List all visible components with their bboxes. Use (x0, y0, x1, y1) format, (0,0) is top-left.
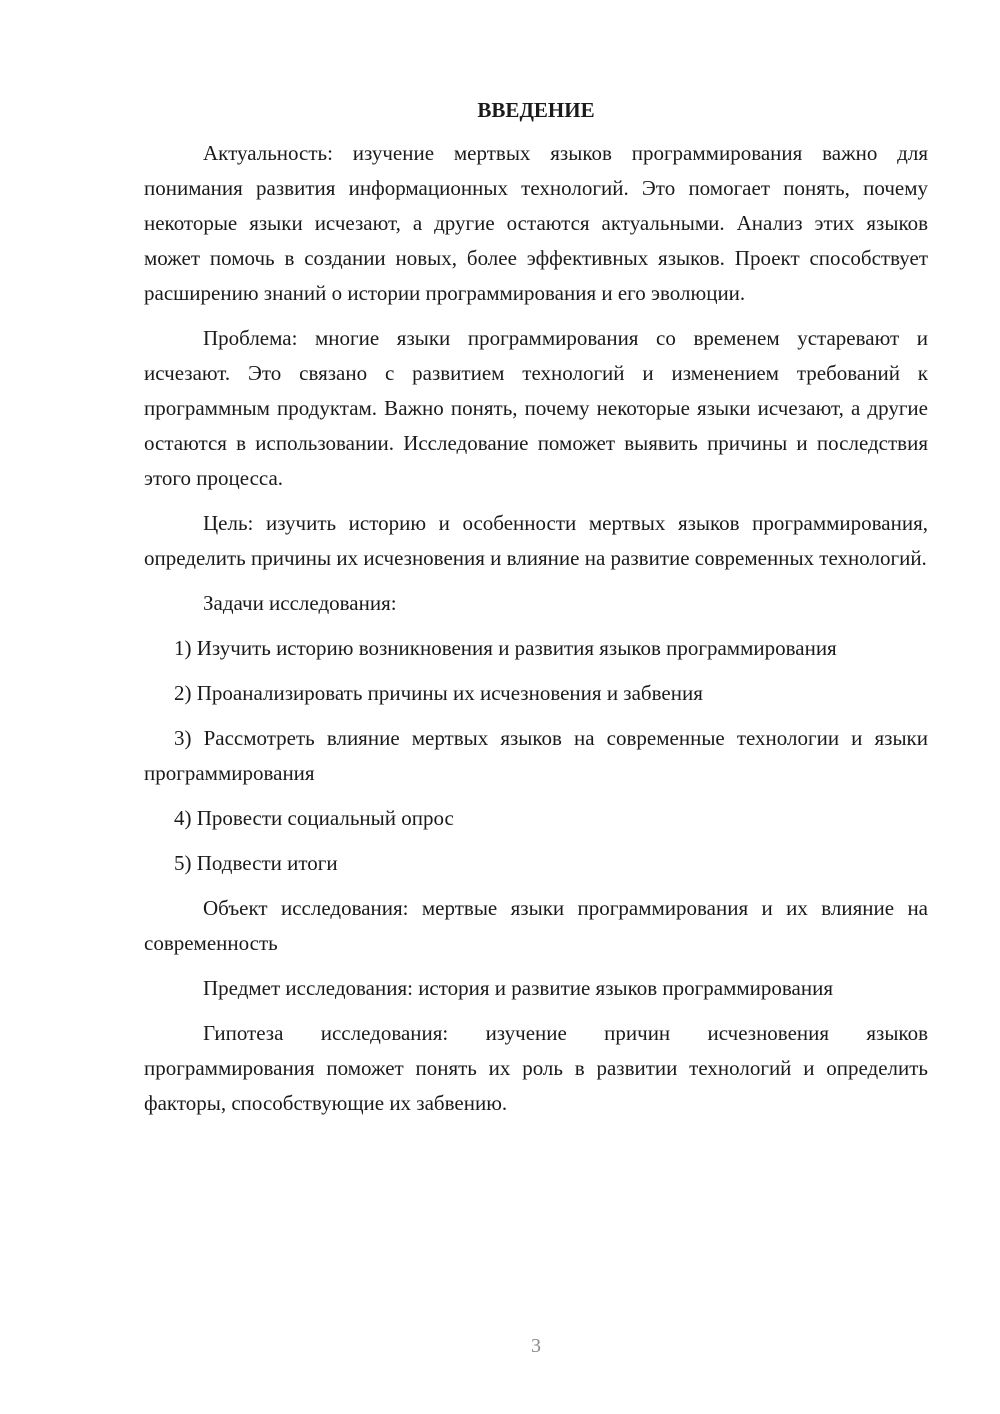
paragraph-problem: Проблема: многие языки программирования со временем устаревают и исчезают. Это связано с развитием технологий и изменением требований к программным продуктам. Важно понять, почему некоторые языки исчезают, а другие остаются в использовании. Исследование поможет выявить причины и последствия этого процесса. (144, 326, 928, 490)
paragraph-subject: Предмет исследования: история и развитие языков программирования (203, 976, 833, 1000)
task-item-1: 1) Изучить историю возникновения и развития языков программирования (174, 636, 837, 660)
task-item-5: 5) Подвести итоги (174, 851, 338, 875)
page-number: 3 (531, 1335, 541, 1357)
paragraph-goal: Цель: изучить историю и особенности мертвых языков программирования, определить причины их исчезновения и влияние на развитие современных технологий. (144, 511, 928, 570)
task-item-4: 4) Провести социальный опрос (174, 806, 454, 830)
task-item-3: 3) Рассмотреть влияние мертвых языков на современные технологии и языки программирования (144, 726, 928, 785)
document-body (144, 93, 928, 1131)
paragraph-object: Объект исследования: мертвые языки программирования и их влияние на современность (144, 896, 928, 955)
tasks-heading: Задачи исследования: (203, 591, 397, 615)
paragraph-relevance: Актуальность: изучение мертвых языков программирования важно для понимания развития информационных технологий. Это помогает понять, почему некоторые языки исчезают, а другие остаются актуальными. Анализ этих языков может помочь в создании новых, более эффективных языков. Проект способствует расширению знаний о истории программирования и его эволюции. (144, 141, 928, 305)
task-item-2: 2) Проанализировать причины их исчезновения и забвения (174, 681, 703, 705)
paragraph-hypothesis: Гипотеза исследования: изучение причин исчезновения языков программирования поможет понять их роль в развитии технологий и определить факторы, способствующие их забвению. (144, 1021, 928, 1115)
page-title: ВВЕДЕНИЕ (477, 98, 595, 122)
